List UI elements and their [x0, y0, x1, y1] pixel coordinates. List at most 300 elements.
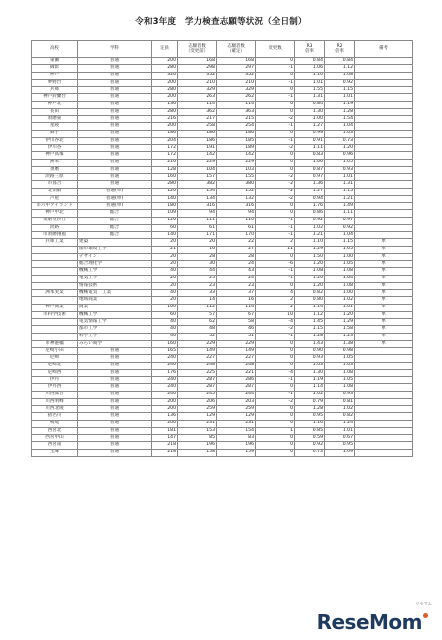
value-cell: 229	[217, 159, 256, 166]
school-cell: 須磨	[32, 166, 78, 173]
value-cell: 1.05	[325, 246, 355, 253]
table-row	[32, 94, 413, 101]
value-cell: 単	[355, 311, 413, 318]
value-cell: 1.12	[325, 65, 355, 72]
value-cell: 1.15	[295, 326, 325, 333]
value-cell: 0	[256, 282, 295, 289]
value-cell: 1.03	[325, 130, 355, 137]
value-cell: 0	[256, 58, 295, 65]
table-row	[32, 384, 413, 391]
course-cell: 普通	[78, 181, 152, 188]
value-cell: 181	[152, 427, 178, 434]
value-cell: 0.92	[325, 79, 355, 86]
value-cell: 0.93	[325, 391, 355, 398]
value-cell: -2	[256, 188, 295, 195]
value-cell: 0	[256, 130, 295, 137]
value-cell: 40	[152, 333, 178, 340]
course-cell: 普通	[78, 435, 152, 442]
course-cell: 総合	[78, 217, 152, 224]
value-cell: 136	[152, 413, 178, 420]
value-cell: 200	[152, 94, 178, 101]
value-cell: 単	[355, 275, 413, 282]
value-cell: 248	[217, 362, 256, 369]
value-cell: 1.49	[325, 203, 355, 210]
value-cell	[355, 166, 413, 173]
value-cell: 単	[355, 326, 413, 333]
value-cell	[355, 72, 413, 79]
course-cell: 普通	[78, 123, 152, 130]
value-cell: 単	[355, 304, 413, 311]
value-cell: 0.95	[295, 413, 325, 420]
course-cell: 普通	[78, 130, 152, 137]
table-row	[32, 297, 413, 304]
value-cell: -1	[256, 137, 295, 144]
value-cell	[355, 94, 413, 101]
value-cell: 245	[178, 391, 217, 398]
value-cell: 1.29	[325, 319, 355, 326]
value-cell: 1.55	[295, 87, 325, 94]
value-cell: 1.00	[325, 290, 355, 297]
table-row	[32, 355, 413, 362]
table-row	[32, 174, 413, 181]
value-cell: 258	[178, 123, 217, 130]
header-cell: 志願者数 （変更前）	[178, 41, 217, 58]
table-row	[32, 116, 413, 123]
table-row	[32, 369, 413, 376]
value-cell: -1	[256, 123, 295, 130]
value-cell: 171	[178, 232, 217, 239]
value-cell: 200	[152, 406, 178, 413]
value-cell: -2	[256, 326, 295, 333]
value-cell: 1.02	[325, 297, 355, 304]
value-cell: 0.93	[325, 166, 355, 173]
value-cell: 280	[152, 87, 178, 94]
school-cell: 兵庫工業	[32, 239, 78, 246]
value-cell: 189	[217, 145, 256, 152]
value-cell: 1.28	[325, 108, 355, 115]
value-cell: -2	[256, 174, 295, 181]
value-cell: 1.54	[325, 116, 355, 123]
value-cell: 240	[152, 377, 178, 384]
value-cell: 240	[152, 355, 178, 362]
page-title: 令和3年度 学力検査志願等状況（全日制）	[135, 17, 307, 27]
applicant-table	[31, 40, 413, 457]
value-cell: 1.04	[325, 123, 355, 130]
value-cell: 229	[217, 340, 256, 347]
value-cell: 129	[178, 413, 217, 420]
value-cell: 120	[152, 217, 178, 224]
value-cell: 112	[178, 304, 217, 311]
value-cell: 1.01	[295, 79, 325, 86]
value-cell: -4	[256, 319, 295, 326]
value-cell: 単	[355, 239, 413, 246]
value-cell	[355, 435, 413, 442]
value-cell	[355, 195, 413, 202]
school-cell	[32, 282, 78, 289]
value-cell: 1.43	[295, 340, 325, 347]
value-cell: 1.10	[295, 239, 325, 246]
value-cell: -2	[256, 195, 295, 202]
value-cell: 362	[178, 108, 217, 115]
school-cell: 川西北陵	[32, 406, 78, 413]
table-row	[32, 311, 413, 318]
value-cell: 0	[256, 253, 295, 260]
value-cell: 0.85	[295, 427, 325, 434]
value-cell: 1.21	[325, 195, 355, 202]
value-cell: 0.98	[325, 348, 355, 355]
school-cell: 長田	[32, 108, 78, 115]
value-cell: 1.01	[325, 94, 355, 101]
value-cell	[355, 398, 413, 405]
value-cell: 0.97	[295, 174, 325, 181]
value-cell: 1	[256, 427, 295, 434]
value-cell: 1.29	[295, 246, 325, 253]
value-cell: 109	[152, 210, 178, 217]
school-cell: 神戸商業	[32, 304, 78, 311]
table-row	[32, 268, 413, 275]
value-cell: 33	[178, 290, 217, 297]
value-cell: 0.90	[295, 348, 325, 355]
school-cell	[32, 253, 78, 260]
value-cell: 0	[256, 87, 295, 94]
course-cell: 機械電気 工業	[78, 290, 152, 297]
value-cell: 329	[217, 87, 256, 94]
school-cell: 舞子	[32, 130, 78, 137]
value-cell: 140	[152, 232, 178, 239]
value-cell: 単	[355, 340, 413, 347]
value-cell: 147	[152, 435, 178, 442]
value-cell: 52	[178, 333, 217, 340]
value-cell: 0.81	[325, 398, 355, 405]
value-cell: 1.01	[325, 427, 355, 434]
header-cell: 学科	[78, 41, 152, 58]
resemom-logo: ReseMom	[317, 610, 428, 634]
value-cell: -6	[256, 261, 295, 268]
school-cell: 星陵	[32, 123, 78, 130]
value-cell: 186	[178, 137, 217, 144]
table-row	[32, 72, 413, 79]
value-cell: 225	[178, 369, 217, 376]
course-cell: 普通(単)	[78, 195, 152, 202]
table-row	[32, 340, 413, 347]
value-cell: 0.92	[295, 442, 325, 449]
value-cell: 46	[217, 326, 256, 333]
school-cell: 北須磨	[32, 188, 78, 195]
value-cell: 1.28	[295, 406, 325, 413]
table-row	[32, 333, 413, 340]
value-cell: 240	[152, 391, 178, 398]
value-cell: 0.82	[325, 413, 355, 420]
value-cell: 180	[152, 203, 178, 210]
value-cell: 320	[152, 72, 178, 79]
value-cell	[355, 362, 413, 369]
value-cell: 142	[217, 152, 256, 159]
course-cell: 普通	[78, 137, 152, 144]
value-cell: 1.30	[295, 108, 325, 115]
value-cell: 1.24	[325, 420, 355, 427]
value-cell: 0.84	[295, 58, 325, 65]
value-cell: 1.16	[295, 420, 325, 427]
table-row	[32, 123, 413, 130]
school-cell	[32, 268, 78, 275]
table-row	[32, 188, 413, 195]
school-cell	[32, 319, 78, 326]
value-cell: 48	[178, 326, 217, 333]
value-cell: 227	[178, 355, 217, 362]
value-cell: 1.06	[295, 159, 325, 166]
value-cell: 0	[256, 72, 295, 79]
value-cell: -1	[256, 268, 295, 275]
value-cell: 60	[152, 224, 178, 231]
value-cell: 22	[217, 239, 256, 246]
school-cell: 鳴尾	[32, 420, 78, 427]
value-cell	[355, 58, 413, 65]
course-cell: 情報技術	[78, 282, 152, 289]
value-cell: 280	[152, 65, 178, 72]
value-cell	[355, 65, 413, 72]
value-cell: 0.67	[325, 435, 355, 442]
header-cell: R3 倍率	[295, 41, 325, 58]
value-cell: 1.50	[295, 253, 325, 260]
value-cell: 57	[178, 311, 217, 318]
value-cell: 128	[152, 166, 178, 173]
table-row	[32, 65, 413, 72]
value-cell: 21	[152, 246, 178, 253]
value-cell: 1.04	[325, 232, 355, 239]
table-row	[32, 435, 413, 442]
value-cell	[355, 413, 413, 420]
value-cell: 286	[217, 377, 256, 384]
value-cell: 104	[178, 166, 217, 173]
value-cell: 186	[152, 130, 178, 137]
table-row	[32, 253, 413, 260]
value-cell: 1.58	[325, 326, 355, 333]
school-cell: 神戸	[32, 72, 78, 79]
school-cell: 市葺合	[32, 181, 78, 188]
table-row	[32, 145, 413, 152]
table-row	[32, 217, 413, 224]
value-cell: 168	[217, 58, 256, 65]
value-cell: 170	[217, 232, 256, 239]
value-cell: 159	[217, 449, 256, 456]
value-cell: 1.08	[325, 384, 355, 391]
table-row	[32, 319, 413, 326]
value-cell	[355, 449, 413, 456]
value-cell: 1.00	[295, 116, 325, 123]
value-cell: -1	[256, 217, 295, 224]
course-cell: 普通	[78, 65, 152, 72]
value-cell: 4	[256, 290, 295, 297]
course-cell: 普通	[78, 420, 152, 427]
value-cell: 259	[217, 406, 256, 413]
course-cell: 普通	[78, 116, 152, 123]
value-cell: 23	[217, 282, 256, 289]
value-cell: 1.19	[325, 101, 355, 108]
value-cell	[355, 87, 413, 94]
course-cell: 普通	[78, 87, 152, 94]
value-cell: 単	[355, 246, 413, 253]
value-cell: 0.95	[325, 442, 355, 449]
value-cell: 0	[256, 210, 295, 217]
value-cell: 1.05	[325, 159, 355, 166]
value-cell: 218	[152, 449, 178, 456]
value-cell: 352	[217, 72, 256, 79]
school-cell	[32, 297, 78, 304]
value-cell: 231	[178, 420, 217, 427]
value-cell: -2	[256, 398, 295, 405]
table-row	[32, 326, 413, 333]
value-cell: 186	[178, 130, 217, 137]
course-cell: 普通	[78, 152, 152, 159]
value-cell: -2	[256, 181, 295, 188]
value-cell: 316	[217, 203, 256, 210]
value-cell	[355, 203, 413, 210]
course-cell: 都市環境工学	[78, 246, 152, 253]
value-cell: 1.31	[295, 94, 325, 101]
value-cell: 262	[217, 94, 256, 101]
value-cell: 1.36	[295, 181, 325, 188]
value-cell: 263	[178, 94, 217, 101]
school-cell: 伊丹西	[32, 384, 78, 391]
school-cell	[32, 246, 78, 253]
course-cell: 普通	[78, 58, 152, 65]
value-cell: 129	[217, 413, 256, 420]
value-cell: 152	[217, 188, 256, 195]
value-cell: 0	[256, 442, 295, 449]
course-cell: 普通	[78, 108, 152, 115]
value-cell: 14	[178, 297, 217, 304]
table-row	[32, 108, 413, 115]
value-cell	[355, 406, 413, 413]
value-cell: 280	[152, 181, 178, 188]
value-cell: 186	[217, 130, 256, 137]
course-cell: 総合	[78, 224, 152, 231]
value-cell: -1	[256, 391, 295, 398]
value-cell: 1.20	[325, 311, 355, 318]
value-cell: 58	[217, 319, 256, 326]
value-cell: -4	[256, 369, 295, 376]
value-cell: 16	[217, 297, 256, 304]
table-row	[32, 304, 413, 311]
value-cell: 0.99	[295, 130, 325, 137]
value-cell: 85	[178, 435, 217, 442]
table-row	[32, 181, 413, 188]
value-cell: 0	[256, 384, 295, 391]
school-cell: 川西緑台	[32, 391, 78, 398]
course-cell: 普通	[78, 377, 152, 384]
value-cell: 1.12	[295, 311, 325, 318]
school-cell: 須磨友が丘	[32, 217, 78, 224]
value-cell: 216	[152, 159, 178, 166]
value-cell: 20	[152, 297, 178, 304]
school-cell: 尼崎北	[32, 362, 78, 369]
table-row	[32, 442, 413, 449]
value-cell: 0.92	[325, 224, 355, 231]
value-cell	[355, 217, 413, 224]
value-cell: 20	[152, 239, 178, 246]
school-cell: 洲本	[32, 159, 78, 166]
school-cell: 須磨東	[32, 116, 78, 123]
school-cell: 神戸北	[32, 101, 78, 108]
value-cell: 196	[178, 442, 217, 449]
table-row	[32, 406, 413, 413]
course-cell: 都市工学	[78, 326, 152, 333]
value-cell: 67	[217, 311, 256, 318]
value-cell: 94	[217, 210, 256, 217]
value-cell: 153	[178, 427, 217, 434]
value-cell	[355, 391, 413, 398]
course-cell: 普通	[78, 369, 152, 376]
value-cell: 120	[152, 188, 178, 195]
table-row	[32, 427, 413, 434]
value-cell: 0.59	[295, 435, 325, 442]
value-cell: 1.27	[295, 123, 325, 130]
value-cell: 10	[256, 311, 295, 318]
value-cell: 168	[178, 58, 217, 65]
value-cell	[355, 232, 413, 239]
value-cell: 1.14	[295, 384, 325, 391]
value-cell: 103	[217, 166, 256, 173]
value-cell: 0	[256, 435, 295, 442]
school-cell	[32, 326, 78, 333]
value-cell: 200	[152, 58, 178, 65]
school-cell: 市神港橘	[32, 340, 78, 347]
value-cell: 1.05	[325, 377, 355, 384]
value-cell: 40	[152, 268, 178, 275]
value-cell: 1.11	[325, 210, 355, 217]
value-cell: 1.31	[325, 181, 355, 188]
value-cell: 25	[178, 275, 217, 282]
value-cell: -1	[256, 224, 295, 231]
value-cell: 221	[217, 369, 256, 376]
school-cell: 伊川谷	[32, 145, 78, 152]
school-cell: 西宮南	[32, 442, 78, 449]
course-cell: 電気工学	[78, 275, 152, 282]
table-row	[32, 420, 413, 427]
value-cell: 1.45	[295, 319, 325, 326]
value-cell: 1.10	[295, 72, 325, 79]
value-cell: 20	[178, 239, 217, 246]
school-cell	[32, 333, 78, 340]
value-cell: 216	[152, 116, 178, 123]
table-row	[32, 239, 413, 246]
value-cell: 1.08	[325, 282, 355, 289]
value-cell	[355, 79, 413, 86]
value-cell: 1.00	[325, 253, 355, 260]
course-cell: 普通	[78, 391, 152, 398]
value-cell: 1.02	[325, 406, 355, 413]
value-cell	[355, 108, 413, 115]
value-cell	[355, 348, 413, 355]
value-cell: 160	[152, 340, 178, 347]
table-row	[32, 246, 413, 253]
value-cell: -1	[256, 333, 295, 340]
value-cell: 40	[152, 326, 178, 333]
value-cell: 1.76	[295, 203, 325, 210]
value-cell: 157	[178, 174, 217, 181]
value-cell: 206	[178, 398, 217, 405]
school-cell: 神戸鈴蘭台	[32, 94, 78, 101]
value-cell: 287	[217, 384, 256, 391]
table-header	[32, 41, 413, 58]
value-cell: 196	[217, 442, 256, 449]
value-cell: 240	[152, 362, 178, 369]
school-cell	[32, 261, 78, 268]
school-cell: 芦屋	[32, 195, 78, 202]
value-cell: 0.93	[295, 355, 325, 362]
value-cell: 329	[178, 87, 217, 94]
value-cell: 176	[152, 369, 178, 376]
